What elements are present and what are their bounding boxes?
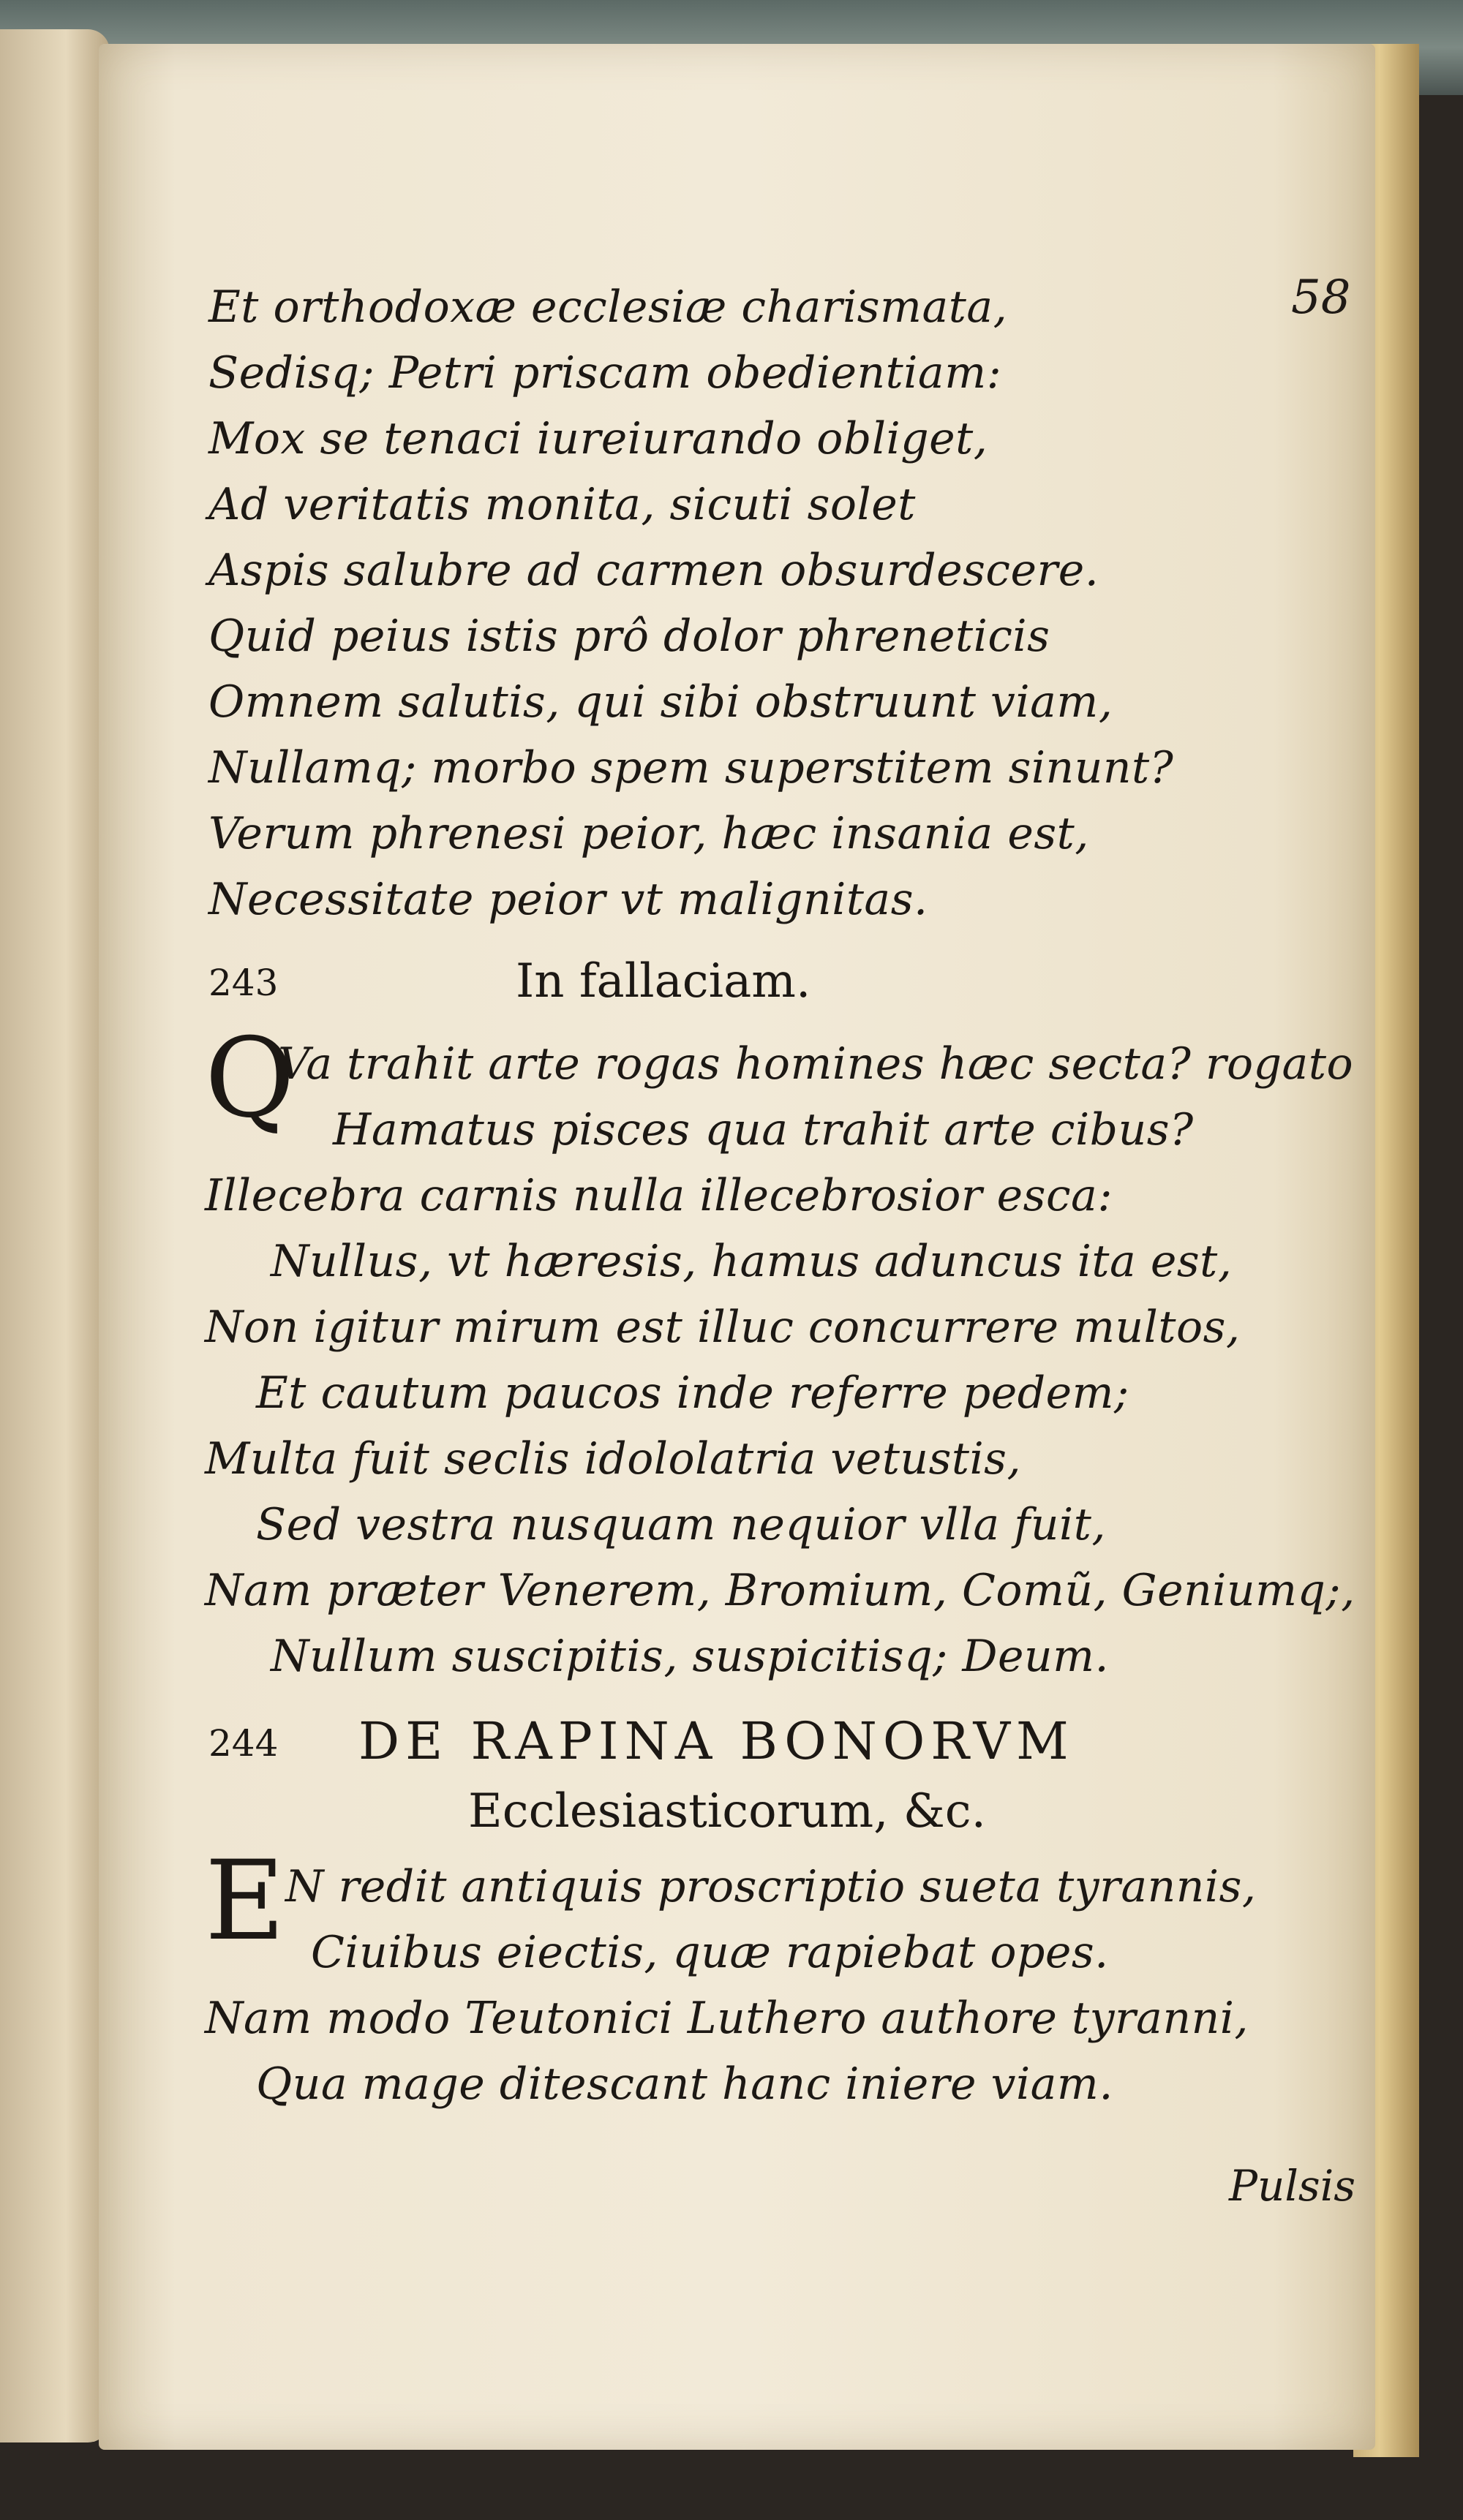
verse-line: Va trahit arte rogas homines hæc secta? rogato xyxy=(278,1038,1354,1090)
verse-line: Qua mage ditescant hanc iniere viam. xyxy=(256,2059,1113,2110)
verse-line: Necessitate peior vt malignitas. xyxy=(208,874,928,925)
verse-line: Sed vestra nusquam nequior vlla fuit, xyxy=(256,1499,1106,1550)
epigram-title: DE RAPINA BONORVM xyxy=(358,1711,1075,1771)
verse-line: Ciuibus eiectis, quæ rapiebat opes. xyxy=(311,1927,1109,1978)
verse-line: Nam præter Venerem, Bromium, Comũ, Geniumq;, xyxy=(205,1565,1355,1616)
verse-line: Nullum suscipitis, suspicitisq; Deum. xyxy=(271,1631,1110,1682)
verse-line: N redit antiquis proscriptio sueta tyrannis, xyxy=(285,1861,1257,1912)
verse-line: Nullamq; morbo spem superstitem sinunt? xyxy=(208,742,1174,793)
catchword: Pulsis xyxy=(1229,2161,1356,2211)
verse-line: Hamatus pisces qua trahit arte cibus? xyxy=(333,1104,1194,1155)
verse-line: Aspis salubre ad carmen obsurdescere. xyxy=(208,545,1099,596)
epigram-number: 244 xyxy=(208,1722,279,1765)
drop-capital: E xyxy=(205,1838,285,1965)
facing-page-edge xyxy=(0,29,110,2442)
verse-line: Omnem salutis, qui sibi obstruunt viam, xyxy=(208,676,1113,728)
verse-line: Sedisq; Petri priscam obedientiam: xyxy=(208,347,1002,399)
verse-line: Ad veritatis monita, sicuti solet xyxy=(208,479,916,530)
verse-line: Quid peius istis prô dolor phreneticis xyxy=(208,611,1050,662)
verse-line: Nam modo Teutonici Luthero authore tyranni, xyxy=(205,1993,1249,2044)
drop-capital: Q xyxy=(205,1015,295,1142)
book-page xyxy=(99,44,1375,2450)
verse-line: Et orthodoxæ ecclesiæ charismata, xyxy=(208,282,1008,333)
verse-line: Non igitur mirum est illuc concurrere multos, xyxy=(205,1302,1241,1353)
verse-line: Verum phrenesi peior, hæc insania est, xyxy=(208,808,1089,859)
epigram-title: In fallaciam. xyxy=(516,954,811,1008)
verse-line: Et cautum paucos inde referre pedem; xyxy=(256,1367,1129,1419)
page-number: 58 xyxy=(1291,271,1351,325)
verse-line: Mox se tenaci iureiurando obliget, xyxy=(208,413,988,464)
epigram-subtitle: Ecclesiasticorum, &c. xyxy=(468,1784,986,1838)
epigram-number: 243 xyxy=(208,962,279,1004)
verse-line: Illecebra carnis nulla illecebrosior esca: xyxy=(205,1170,1113,1221)
verse-line: Multa fuit seclis idololatria vetustis, xyxy=(205,1433,1022,1485)
verse-line: Nullus, vt hæresis, hamus aduncus ita est, xyxy=(271,1236,1233,1287)
